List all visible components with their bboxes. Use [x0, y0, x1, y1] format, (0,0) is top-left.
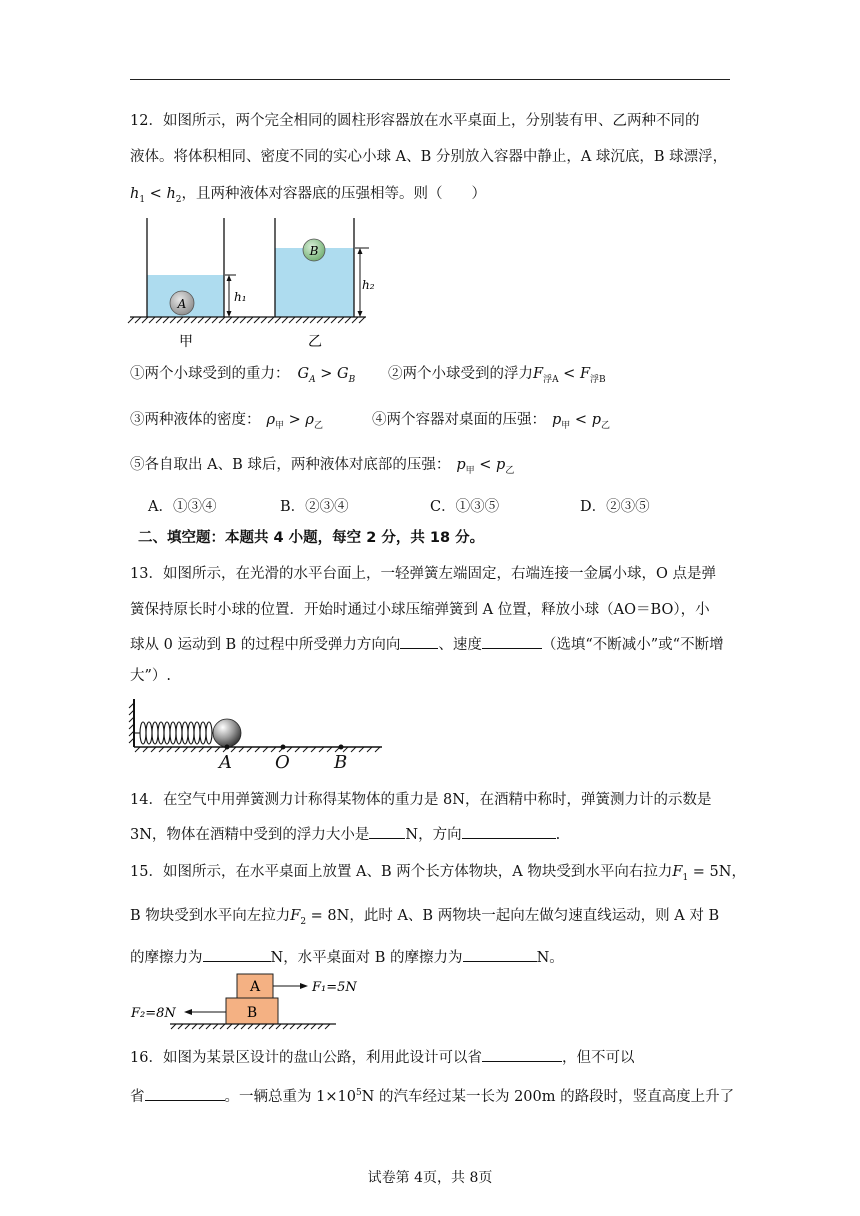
label-b: B — [334, 752, 348, 773]
q16-line1-b: ，但不可以 — [561, 1050, 635, 1066]
metal-ball — [213, 719, 241, 747]
statement-2: ②两个小球受到的浮力 — [388, 366, 533, 382]
block-a-label: A — [249, 979, 261, 995]
q12-line3-tail: ，且两种液体对容器底的压强相等。则（ ） — [181, 186, 487, 202]
q12-option-c[interactable]: C．①③⑤ — [430, 499, 500, 515]
q15-blank-1[interactable] — [203, 946, 271, 962]
q15-blank-2[interactable] — [463, 946, 537, 962]
q15-line3-c: N。 — [536, 950, 564, 966]
q14-line2-a: 3N，物体在酒精中受到的浮力大小是 — [130, 827, 370, 843]
point-a — [225, 745, 230, 750]
q14-line1: 14．在空气中用弹簧测力计称得某物体的重力是 8N，在酒精中称时，弹簧测力计的示数是 — [130, 792, 712, 808]
q16-line2-c: N 的汽车经过某一长为 200m 的路段时，竖直高度上升了 — [361, 1088, 735, 1105]
q13-line2: 簧保持原长时小球的位置．开始时通过小球压缩弹簧到 A 位置，释放小球（AO＝BO），小 — [130, 602, 710, 618]
q13-line3-c: （选填“不断减小”或“不断增 — [541, 637, 724, 653]
q14-line2 — [130, 823, 730, 845]
q13-line3-b: 、速度 — [438, 637, 482, 653]
statement-4-wrap: ④两个容器对桌面的压强： $p_甲 < p_乙$ — [372, 412, 610, 431]
q12-line2: 液体。将体积相同、密度不同的实心小球 A、B 分别放入容器中静止，A 球沉底，B 球漂浮， — [130, 149, 728, 165]
label-jia: 甲 — [179, 334, 193, 350]
q15-figure — [130, 970, 357, 1035]
q14-blank-2[interactable] — [462, 823, 556, 839]
q13-blank-2[interactable] — [482, 633, 542, 649]
q13-line3 — [130, 633, 730, 655]
label-o: O — [275, 752, 290, 773]
q15-line1-text: 15．如图所示，在水平桌面上放置 A、B 两个长方体物块，A 物块受到水平向右拉力 — [130, 864, 673, 880]
q15-line3-a: 的摩擦力为 — [130, 950, 203, 966]
q13-line1: 13．如图所示，在光滑的水平台面上，一轻弹簧左端固定，右端连接一金属小球，O 点是弹 — [130, 566, 716, 582]
f2-label: F₂=8N — [131, 1006, 176, 1021]
q13-line4: 大”）. — [130, 668, 172, 684]
ball-b-label: B — [309, 244, 319, 258]
q14-line2-b: N，方向 — [405, 827, 462, 843]
q13-figure — [128, 693, 388, 753]
q12-option-b[interactable]: B．②③④ — [280, 499, 349, 515]
q13-line3-a: 球从 0 运动到 B 的过程中所受弹力方向向 — [130, 637, 401, 653]
block-b-label: B — [246, 1005, 258, 1021]
q12-figure — [128, 215, 373, 350]
q15-line3-b: N，水平桌面对 B 的摩擦力为 — [270, 950, 463, 966]
q16-line1-a: 16．如图为某景区设计的盘山公路，利用此设计可以省 — [130, 1050, 482, 1066]
statement-5: ⑤各自取出 A、B 球后，两种液体对底部的压强： — [130, 457, 451, 473]
q14-line2-c: . — [555, 827, 561, 843]
statement-4: ④两个容器对桌面的压强： — [372, 412, 546, 428]
spring — [134, 722, 214, 744]
q16-exponent: 5 — [355, 1088, 362, 1098]
section-heading: 二、填空题：本题共 4 小题，每空 2 分，共 18 分。 — [138, 530, 485, 546]
q15-line2: B 物块受到水平向左拉力$F_2 = 8N$，此时 A、B 两物块一起向左做匀速直线运动，则 A 对 B — [130, 908, 720, 927]
q12-option-d[interactable]: D．②③⑤ — [580, 499, 650, 515]
page-footer: 试卷第 4页，共 8页 — [367, 1170, 493, 1186]
q16-line2 — [130, 1083, 735, 1107]
f1-label: F₁=5N — [312, 980, 357, 995]
q16-line2-a: 省 — [130, 1088, 145, 1105]
point-o — [281, 745, 286, 750]
q12-statements-3-4: ③两种液体的密度： $\rho_甲 > \rho_乙$ ④两个容器对桌面的压强： $p_甲 < p_乙$ — [130, 410, 730, 436]
statement-1: ①两个小球受到的重力： — [130, 366, 290, 382]
q14-blank-1[interactable] — [369, 823, 405, 839]
q12-statement-5-line: ⑤各自取出 A、B 球后，两种液体对底部的压强： $p_甲 < p_乙$ — [130, 457, 515, 476]
h1-label: h₁ — [234, 290, 247, 304]
q12-statements-1-2: ①两个小球受到的重力： $G_A > G_B$ ②两个小球受到的浮力$F_{浮A} < F_{浮B}$ — [130, 364, 730, 390]
q16-line2-b: 。一辆总重为 1×10 — [224, 1088, 356, 1105]
q12-line1: 12．如图所示，两个完全相同的圆柱形容器放在水平桌面上，分别装有甲、乙两种不同的 — [130, 113, 700, 129]
point-b — [339, 745, 344, 750]
q16-line1 — [130, 1046, 730, 1068]
label-a: A — [219, 752, 232, 773]
statement-3: ③两种液体的密度： — [130, 412, 261, 428]
q16-blank-1[interactable] — [482, 1046, 562, 1062]
q16-blank-2[interactable] — [145, 1085, 225, 1101]
q15-line3 — [130, 946, 730, 968]
h2-label: h₂ — [362, 278, 375, 292]
q15-line2-a: B 物块受到水平向左拉力 — [130, 908, 291, 924]
statement-2-wrap: ②两个小球受到的浮力$F_{浮A} < F_{浮B}$ — [388, 366, 606, 385]
q12-line3: $h_1 < h_2$，且两种液体对容器底的压强相等。则（ ） — [130, 186, 487, 205]
q15-line2-b: ，此时 A、B 两物块一起向左做匀速直线运动，则 A 对 B — [349, 908, 720, 924]
label-yi: 乙 — [308, 334, 322, 350]
ball-a-label: A — [177, 297, 187, 311]
q13-blank-1[interactable] — [400, 633, 438, 649]
header-rule — [130, 79, 730, 80]
q12-option-a[interactable]: A．①③④ — [148, 499, 217, 515]
q15-line1: 15．如图所示，在水平桌面上放置 A、B 两个长方体物块，A 物块受到水平向右拉力$F_1 = 5N$， — [130, 864, 746, 883]
